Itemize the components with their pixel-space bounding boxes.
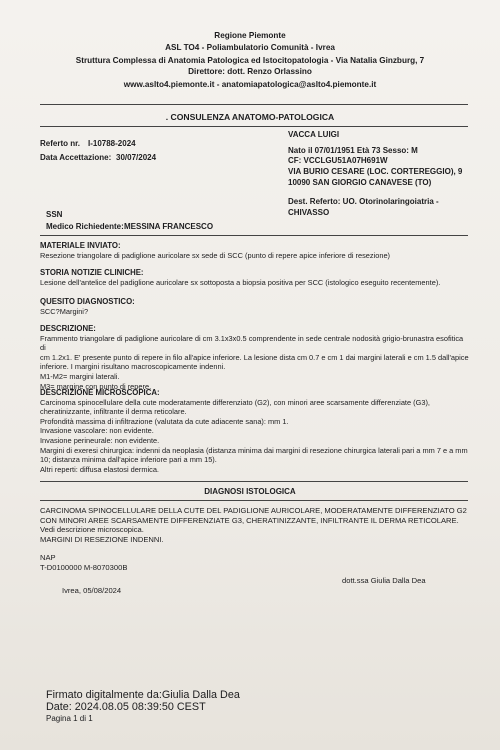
section-line: Lesione dell'antelice del padiglione auricolare sx sottoposta a biopsia positiva per SCC (istologico eseguito recentemente). (40, 277, 441, 287)
section-title: DESCRIZIONE MICROSCOPICA: (40, 388, 160, 397)
section-storia (40, 268, 470, 287)
signature-line-2: Date: 2024.08.05 08:39:50 CEST (46, 700, 206, 713)
snomed-code: T-D0100000 M-8070300B (40, 562, 128, 572)
section-title: QUESITO DIAGNOSTICO: (40, 297, 135, 306)
section-materiale (40, 241, 470, 260)
medico-label: Medico Richiedente: (46, 222, 124, 231)
section-line: SCC?Margini? (40, 306, 89, 316)
referto-number: I-10788-2024 (88, 139, 136, 148)
section-descrizione (40, 324, 470, 391)
header-struttura: Struttura Complessa di Anatomia Patologica ed Istocitopatologia - Via Natalia Ginzburg, 7 (75, 56, 425, 65)
diagnosis-line: CARCINOMA SPINOCELLULARE DELLA CUTE DEL PADIGLIONE AURICOLARE, MODERATAMENTE DIFFERENZIATO G2 (40, 506, 467, 515)
signature-line-1: Firmato digitalmente da:Giulia Dalla Dea (46, 689, 240, 701)
referto-label: Referto nr. (40, 139, 81, 148)
title-rule (40, 126, 468, 127)
section-title: MATERIALE INVIATO: (40, 241, 121, 250)
section-quesito (40, 297, 470, 316)
patient-cf: CF: VCCLGU51A07H691W (288, 156, 388, 165)
section-line: Carcinoma spinocellulare della cute moderatamente differenziato (G2), con minori aree scarsamente differenziate (G3), (40, 397, 430, 407)
nap-label: NAP (40, 553, 56, 563)
ssn-label: SSN (46, 210, 63, 219)
section-microscopica (40, 388, 470, 474)
section-line: M3= margine con punto di repere. (40, 381, 152, 391)
patient-birth: Nato il 07/01/1951 Età 73 Sesso: M (288, 146, 418, 155)
report-type-title: . CONSULENZA ANATOMO-PATOLOGICA (165, 112, 335, 122)
diagnosis-bottom-rule (40, 500, 468, 501)
section-line: Frammento triangolare di padiglione auricolare di cm 3.1x3x0.5 comprendente in sede centrale nodosità grigio-brunastra esofitica di (40, 333, 464, 353)
section-line: Invasione perineurale: non evidente. (40, 435, 160, 445)
diagnosis-title: DIAGNOSI ISTOLOGICA (204, 487, 296, 496)
section-line: Invasione vascolare: non evidente. (40, 426, 154, 436)
patient-address-1: VIA BURIO CESARE (LOC. CORTEREGGIO), 9 (288, 167, 463, 176)
accettazione-label: Data Accettazione: (40, 153, 112, 162)
doctor-name: dott.ssa Giulia Dalla Dea (342, 576, 426, 585)
diagnosis-line: MARGINI DI RESEZIONE INDENNI. (40, 534, 164, 544)
section-line: Resezione triangolare di padiglione auricolare sx sede di SCC (punto di repere apice inferiore di resezione) (40, 250, 391, 260)
section-line: cheratinizzante, infiltrante il derma reticolare. (40, 407, 187, 417)
dest-referto-1: Dest. Referto: UO. Otorinolaringoiatria - (288, 197, 439, 206)
section-line: Profondità massima di infiltrazione (valutata da cute adiacente sana): mm 1. (40, 416, 289, 426)
section-line: Altri reperti: diffusa elastosi dermica. (40, 464, 159, 474)
header-rule (40, 104, 468, 105)
section-line: inferiore. I margini risultano macroscopicamente indenni. (40, 362, 226, 372)
diagnosis-line: Vedi descrizione microscopica. (40, 525, 144, 535)
section-title: STORIA NOTIZIE CLINICHE: (40, 268, 144, 277)
section-line: M1-M2= margini laterali. (40, 371, 120, 381)
medico-name: MESSINA FRANCESCO (124, 222, 214, 231)
page-number: Pagina 1 di 1 (46, 714, 93, 723)
section-line: 10; distanza minima dall'apice inferiore pari a mm 15). (40, 455, 217, 465)
patient-name: VACCA LUIGI (288, 130, 340, 139)
section-line: Margini di exeresi chirurgica: indenni da neoplasia (distanza minima dai margini di resezione chirurgica laterali pari a mm 7 e a mm (40, 445, 468, 455)
header-direttore: Direttore: dott. Renzo Orlassino (188, 67, 312, 76)
place-date: Ivrea, 05/08/2024 (62, 586, 122, 595)
section-title: DESCRIZIONE: (40, 324, 96, 333)
diagnosis-top-rule (40, 481, 468, 482)
diagnosis-body (40, 506, 480, 573)
section-line: cm 1.2x1. E' presente punto di repere in filo all'apice inferiore. La lesione dista cm 0.7 e cm 1 dai margini laterali e cm 1.5 dall'apice (40, 352, 469, 362)
patient-rule (40, 235, 468, 236)
header-contacts: www.aslto4.piemonte.it - anatomiapatologica@aslto4.piemonte.it (123, 80, 377, 89)
digital-signature (46, 690, 240, 713)
patient-address-2: 10090 SAN GIORGIO CANAVESE (TO) (288, 178, 432, 187)
dest-referto-2: CHIVASSO (288, 208, 330, 217)
accettazione-date: 30/07/2024 (116, 153, 157, 162)
header-asl: ASL TO4 - Poliambulatorio Comunità - Ivrea (165, 43, 335, 52)
diagnosis-line: CON MINORI AREE SCARSAMENTE DIFFERENZIATE G3, CHERATINIZZANTE, INFILTRANTE IL DERMA RETICOLARE. (40, 515, 459, 525)
header-region: Regione Piemonte (214, 31, 286, 40)
